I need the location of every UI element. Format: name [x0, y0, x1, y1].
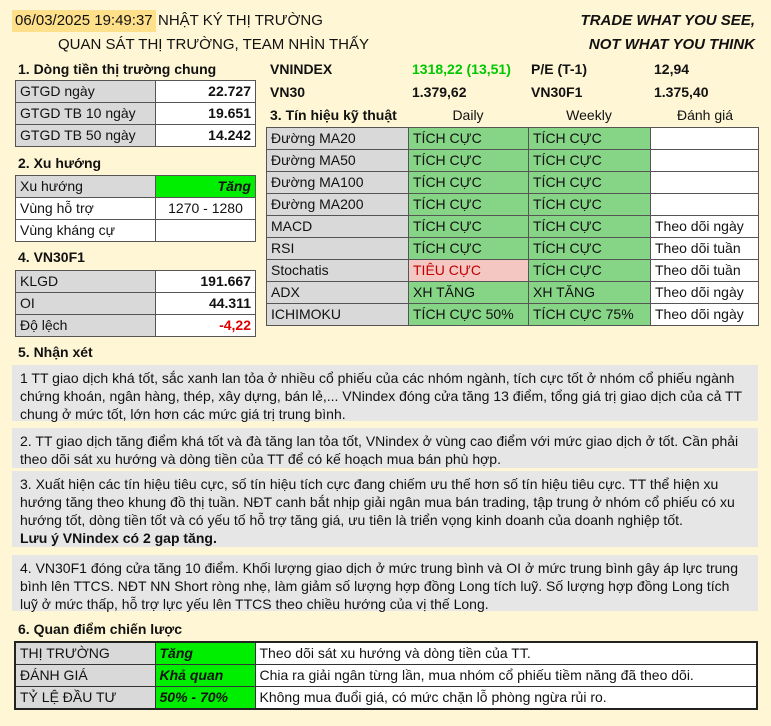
report-subtitle: QUAN SÁT THỊ TRƯỜNG, TEAM NHÌN THẤY [58, 36, 369, 53]
slogan-line-2: NOT WHAT YOU THINK [588, 36, 755, 53]
row-label: GTGD ngày [16, 81, 156, 103]
table-row [267, 172, 759, 194]
report-title: NHẬT KÝ THỊ TRƯỜNG [158, 12, 323, 29]
trend-label: Xu hướng [16, 176, 156, 198]
strategy-value: Khả quan [155, 665, 255, 687]
strategy-label: ĐÁNH GIÁ [15, 665, 155, 687]
comment-4: 4. VN30F1 đóng cửa tăng 10 điểm. Khối lượng giao dịch ở mức trung bình và OI ở mức trung bình gây áp lực trung bình lên TTCS. NĐT NN Short ròng nhẹ, làm giảm số lượng hợp đồng Long tích luỹ. Số lượng hợp đồng Long tích luỹ ở mức thấp, hỗ trợ lực yếu lên TTCS theo chiều hướng của vị thế Long. [12, 555, 758, 611]
vnindex-value: 1318,22 (13,51) [412, 61, 511, 77]
row-label: GTGD TB 10 ngày [16, 103, 156, 125]
row-label: Độ lệch [16, 315, 156, 337]
signal-weekly: TÍCH CỰC [529, 172, 651, 194]
section-5-title: 5. Nhận xét [18, 344, 93, 360]
signal-daily: TIÊU CỰC [409, 260, 529, 282]
table-row [16, 271, 256, 293]
comment-3 [12, 471, 758, 547]
strategy-desc: Theo dõi sát xu hướng và dòng tiền của TT. [255, 642, 757, 665]
signal-weekly: XH TĂNG [529, 282, 651, 304]
resistance-value [156, 220, 256, 242]
slogan-line-1: TRADE WHAT YOU SEE, [580, 12, 755, 29]
strategy-label: THỊ TRƯỜNG [15, 642, 155, 665]
signal-name: Stochatis [267, 260, 409, 282]
row-value: 44.311 [156, 293, 256, 315]
signal-daily: TÍCH CỰC [409, 216, 529, 238]
signal-daily: TÍCH CỰC 50% [409, 304, 529, 326]
col-weekly-header: Weekly [566, 107, 612, 123]
report-datetime: 06/03/2025 19:49:37 [12, 10, 156, 32]
section-1-title: 1. Dòng tiền thị trường chung [18, 61, 217, 77]
vn30f1-table [15, 270, 256, 337]
signal-eval [651, 194, 759, 216]
section-6-title: 6. Quan điểm chiến lược [18, 621, 183, 637]
strategy-desc: Không mua đuổi giá, có mức chặn lỗ phòng ngừa rủi ro. [255, 687, 757, 710]
signal-weekly: TÍCH CỰC 75% [529, 304, 651, 326]
technical-signals-table [266, 127, 759, 326]
row-value: 191.667 [156, 271, 256, 293]
strategy-table [14, 641, 758, 710]
vn30f1-label: VN30F1 [531, 84, 583, 100]
col-eval-header: Đánh giá [676, 107, 734, 123]
row-value: -4,22 [156, 315, 256, 337]
signal-daily: XH TĂNG [409, 282, 529, 304]
signal-name: Đường MA50 [267, 150, 409, 172]
table-row [15, 642, 757, 665]
pe-value: 12,94 [654, 61, 690, 77]
signal-eval: Theo dõi tuần [651, 238, 759, 260]
signal-name: ICHIMOKU [267, 304, 409, 326]
vn30-value: 1.379,62 [412, 84, 467, 100]
section-4-title: 4. VN30F1 [18, 249, 85, 265]
support-value: 1270 - 1280 [156, 198, 256, 220]
vnindex-label: VNINDEX [270, 61, 333, 77]
row-label: GTGD TB 50 ngày [16, 125, 156, 147]
comment-2: 2. TT giao dịch tăng điểm khá tốt và đà tăng lan tỏa tốt, VNindex ở vùng cao điểm với mức giao dịch ở tốt. Cần phải theo dõi sát xu hướng và dòng tiền của TT để có kế hoạch mua bán phù hợp. [12, 428, 758, 468]
section-2-title: 2. Xu hướng [18, 155, 102, 171]
table-row [16, 103, 256, 125]
support-label: Vùng hỗ trợ [16, 198, 156, 220]
table-row [16, 81, 256, 103]
signal-weekly: TÍCH CỰC [529, 238, 651, 260]
vn30f1-value: 1.375,40 [654, 84, 709, 100]
signal-daily: TÍCH CỰC [409, 172, 529, 194]
signal-weekly: TÍCH CỰC [529, 150, 651, 172]
pe-label: P/E (T-1) [531, 61, 588, 77]
section-3-title: 3. Tín hiệu kỹ thuật [270, 107, 397, 123]
signal-name: ADX [267, 282, 409, 304]
market-liquidity-table [15, 80, 256, 147]
signal-name: Đường MA200 [267, 194, 409, 216]
comment-3-text: 3. Xuất hiện các tín hiệu tiêu cực, số tín hiệu tích cực đang chiếm ưu thế hơn số tín hiệu tiêu cực. TT thể hiện xu hướng tăng theo khung đồ thị tuần. NĐT canh bắt nhịp giải ngân mua bán trading, tập trung ở nhóm cổ phiếu có xu hướng tốt, dòng tiền tốt và có yếu tố hỗ trợ tăng giá, ưu tiên là triển vọng kinh doanh của doanh nghiệp tốt. [20, 476, 735, 528]
signal-daily: TÍCH CỰC [409, 194, 529, 216]
signal-eval: Theo dõi ngày [651, 304, 759, 326]
signal-eval [651, 172, 759, 194]
table-row [267, 238, 759, 260]
table-row [16, 220, 256, 242]
signal-daily: TÍCH CỰC [409, 128, 529, 150]
strategy-desc: Chia ra giải ngân từng lần, mua nhóm cổ phiếu tiềm năng đã theo dõi. [255, 665, 757, 687]
table-row [16, 315, 256, 337]
table-row [16, 125, 256, 147]
signal-name: MACD [267, 216, 409, 238]
table-row [267, 150, 759, 172]
table-row [15, 665, 757, 687]
signal-weekly: TÍCH CỰC [529, 194, 651, 216]
signal-daily: TÍCH CỰC [409, 238, 529, 260]
row-label: OI [16, 293, 156, 315]
row-value: 22.727 [156, 81, 256, 103]
resistance-label: Vùng kháng cự [16, 220, 156, 242]
signal-eval: Theo dõi ngày [651, 216, 759, 238]
signal-eval [651, 128, 759, 150]
table-row [267, 128, 759, 150]
row-value: 14.242 [156, 125, 256, 147]
strategy-label: TỶ LỆ ĐẦU TƯ [15, 687, 155, 710]
signal-weekly: TÍCH CỰC [529, 260, 651, 282]
table-row [267, 194, 759, 216]
strategy-value: Tăng [155, 642, 255, 665]
signal-name: Đường MA20 [267, 128, 409, 150]
table-row [15, 687, 757, 710]
table-row [16, 198, 256, 220]
row-label: KLGD [16, 271, 156, 293]
comment-1: 1 TT giao dịch khá tốt, sắc xanh lan tỏa ở nhiều cổ phiếu của các nhóm ngành, tích cực tốt ở nhóm cổ phiếu ngành chứng khoán, ngân hàng, thép, xây dựng, bán lẻ,... VNindex đóng cửa tăng 13 điểm, tổng giá trị giao dịch của cả TT chung ở mức tốt, lớn hơn các mức giá trị trung bình. [12, 365, 758, 421]
table-row [16, 176, 256, 198]
signal-weekly: TÍCH CỰC [529, 128, 651, 150]
table-row [267, 304, 759, 326]
signal-weekly: TÍCH CỰC [529, 216, 651, 238]
col-daily-header: Daily [452, 107, 484, 123]
signal-name: Đường MA100 [267, 172, 409, 194]
table-row [267, 260, 759, 282]
vn30-label: VN30 [270, 84, 306, 100]
strategy-value: 50% - 70% [155, 687, 255, 710]
trend-table [15, 175, 256, 242]
signal-daily: TÍCH CỰC [409, 150, 529, 172]
signal-eval: Theo dõi ngày [651, 282, 759, 304]
table-row [267, 216, 759, 238]
table-row [267, 282, 759, 304]
trend-value: Tăng [156, 176, 256, 198]
signal-name: RSI [267, 238, 409, 260]
table-row [16, 293, 256, 315]
row-value: 19.651 [156, 103, 256, 125]
signal-eval: Theo dõi tuần [651, 260, 759, 282]
comment-3-note: Lưu ý VNindex có 2 gap tăng. [20, 530, 217, 546]
signal-eval [651, 150, 759, 172]
